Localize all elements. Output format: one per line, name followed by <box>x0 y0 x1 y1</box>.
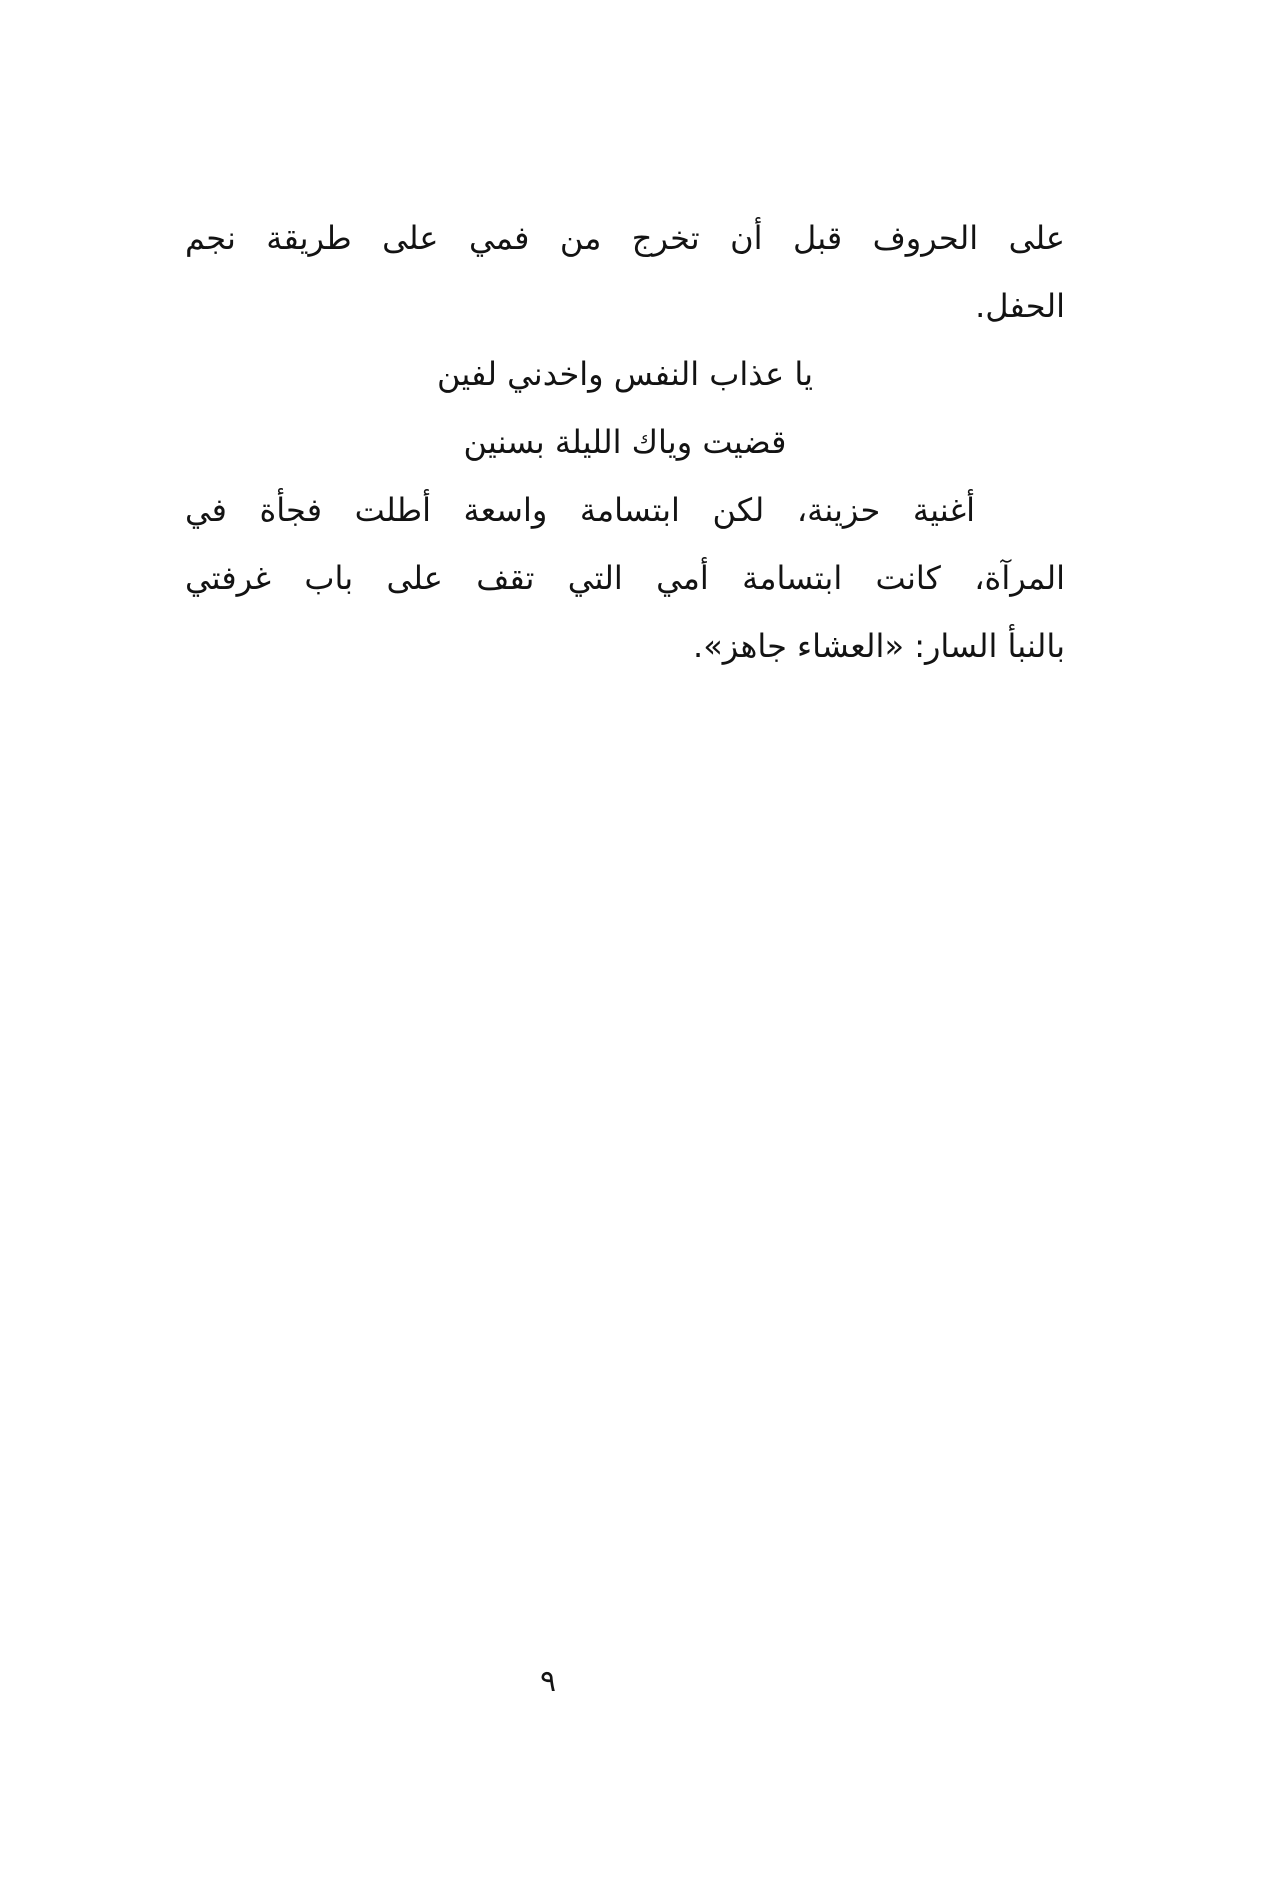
poetry-line-2: قضيت وياك الليلة بسنين <box>463 423 787 461</box>
paragraph-end-line: الحفل. <box>975 287 1065 325</box>
page-number: ٩ <box>539 1664 557 1699</box>
poetry-line-1: يا عذاب النفس واخدني لفين <box>437 355 813 393</box>
paragraph-end-line-2: بالنبأ السار: «العشاء جاهز». <box>693 627 1065 665</box>
paragraph-line-3: المرآة، كانت ابتسامة أمي التي تقف على باب غرفتي <box>185 559 1065 597</box>
body-text <box>185 204 1065 680</box>
paragraph-line-1: على الحروف قبل أن تخرج من فمي على طريقة نجم <box>185 219 1065 257</box>
paragraph-line-2: أغنية حزينة، لكن ابتسامة واسعة أطلت فجأة في <box>185 491 975 529</box>
